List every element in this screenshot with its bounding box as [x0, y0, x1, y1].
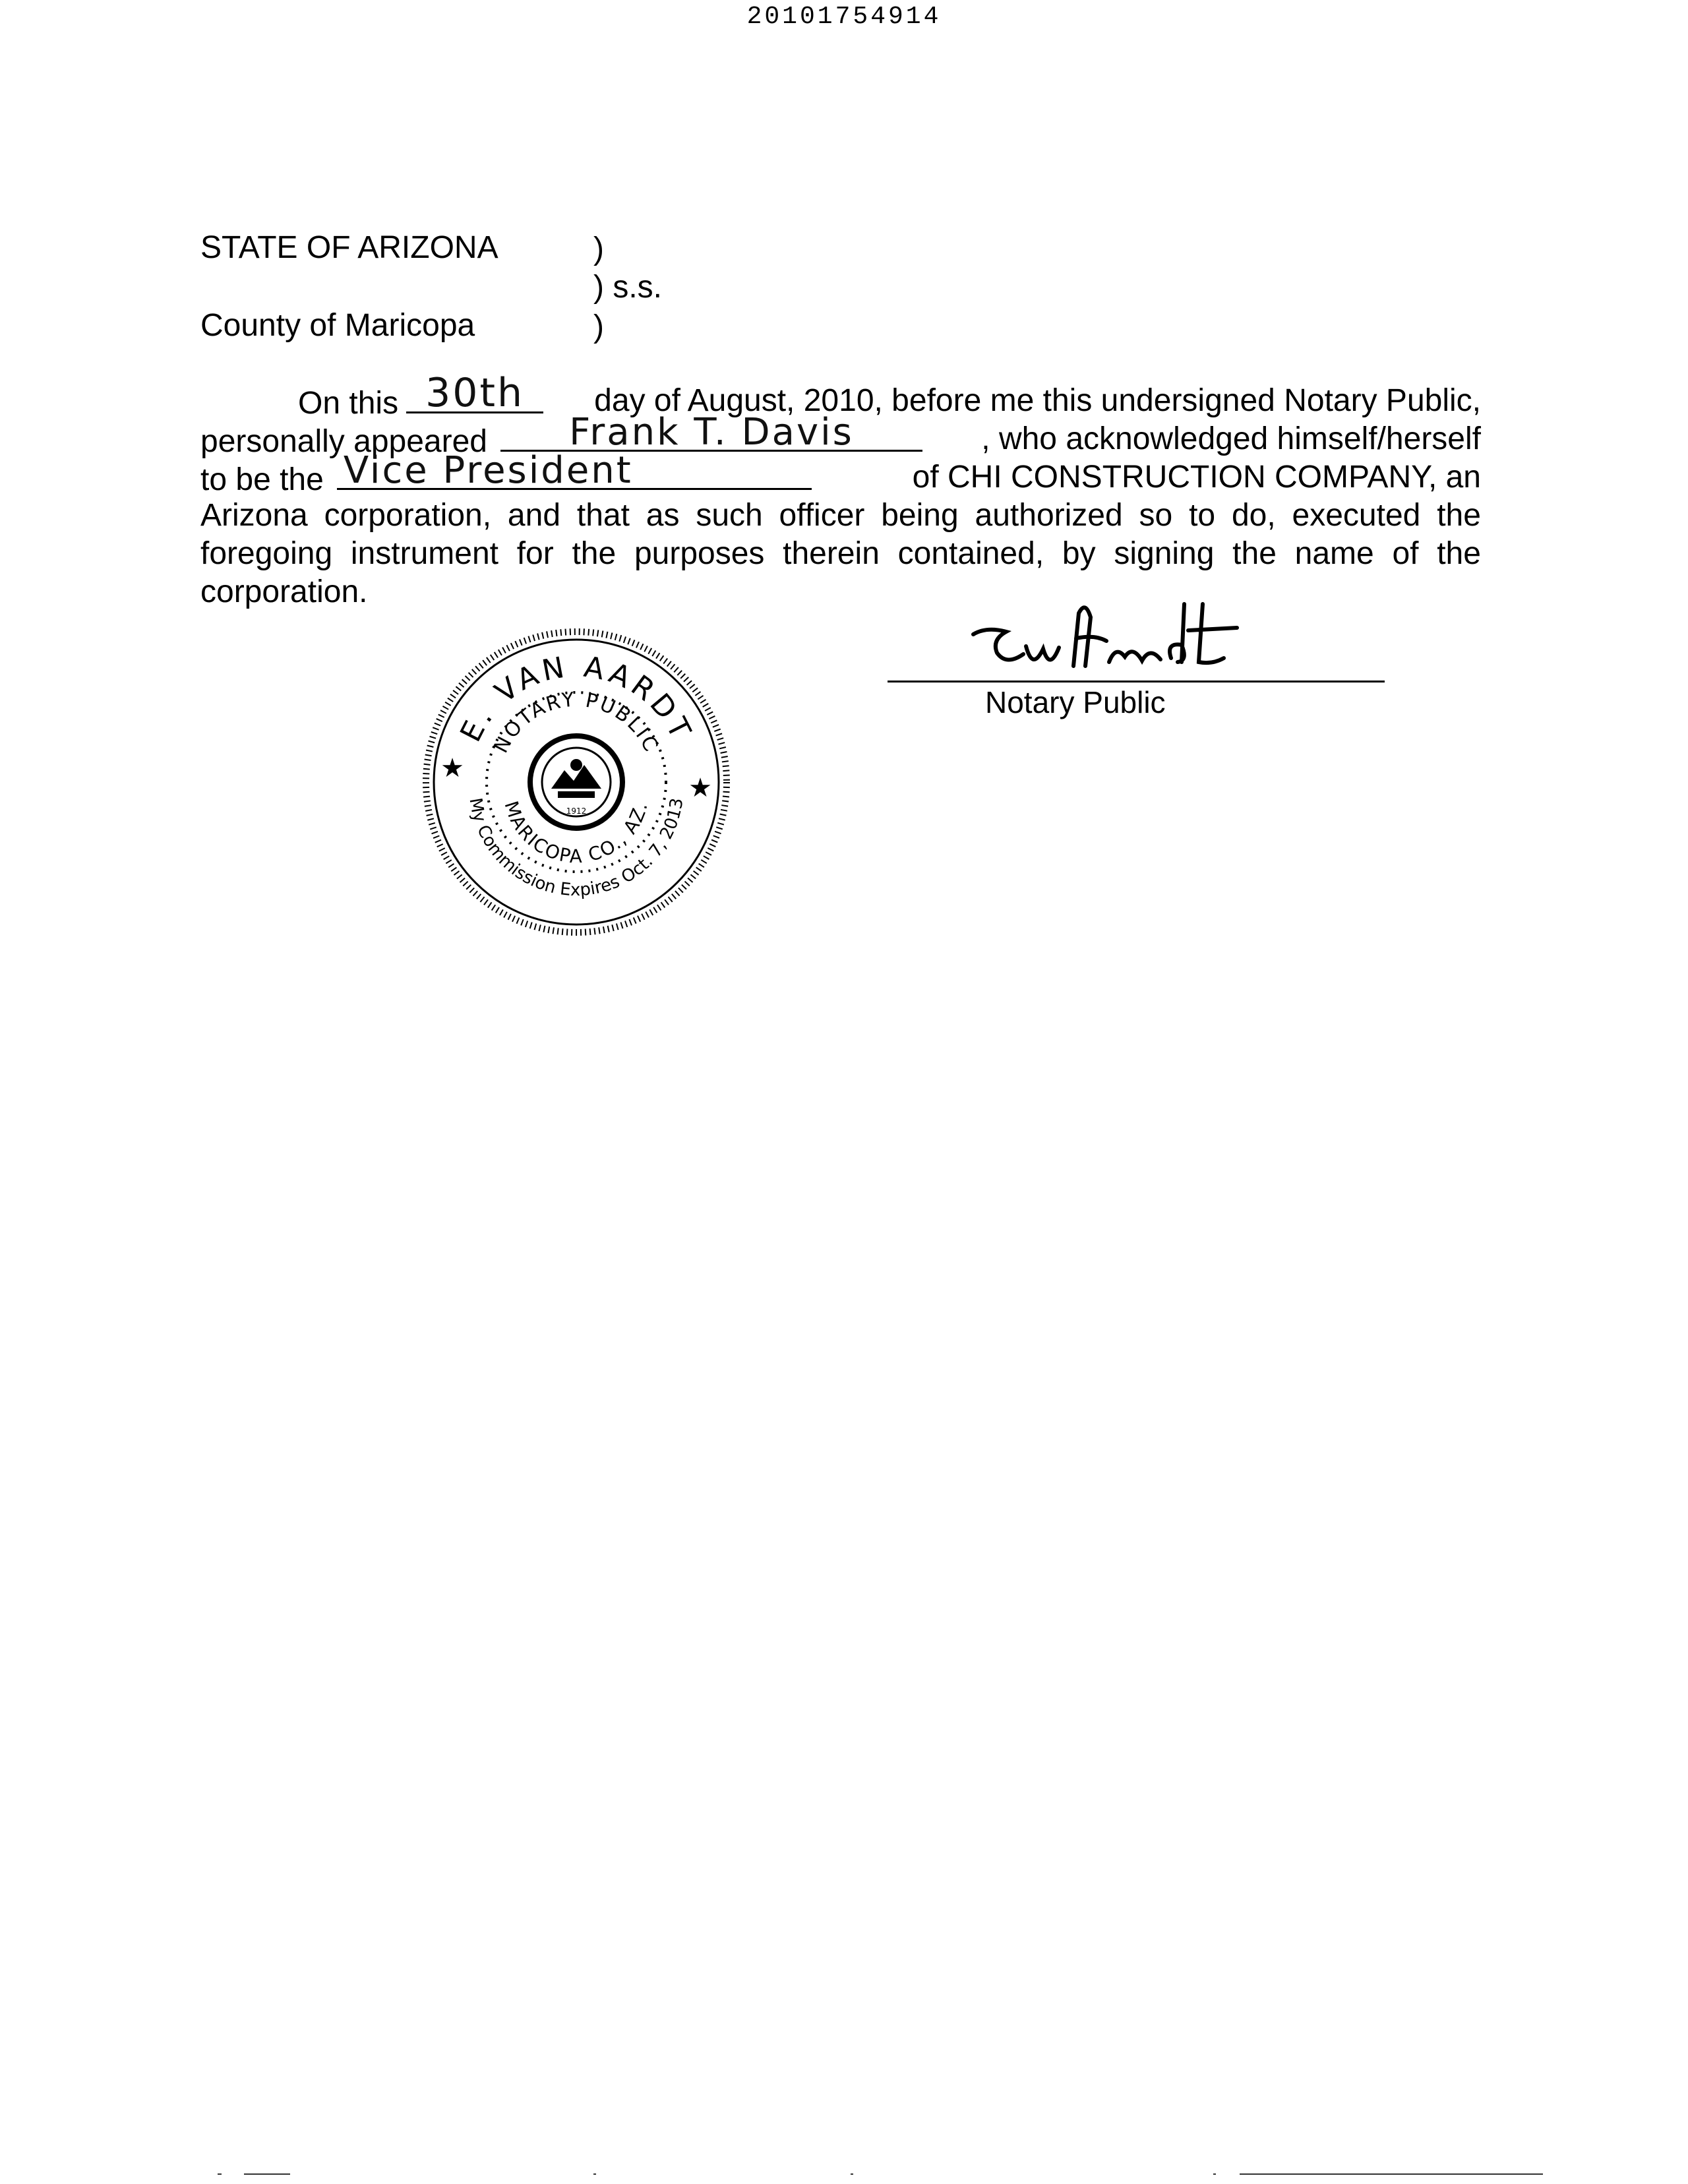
word: therein: [783, 536, 880, 571]
venue-ss: ) s.s.: [593, 270, 662, 305]
seal-title: NOTARY PUBLIC: [489, 688, 663, 757]
person-handwritten: Frank T. Davis: [569, 411, 854, 454]
ack-to-be-the: to be the: [200, 462, 324, 497]
word: for: [516, 536, 554, 571]
word: of: [1392, 536, 1419, 571]
word: purposes: [634, 536, 765, 571]
venue-state: STATE OF ARIZONA: [200, 230, 498, 265]
seal-county: MARICOPA CO., AZ.: [500, 798, 653, 868]
venue-county: County of Maricopa: [200, 308, 475, 343]
venue-paren-bottom: ): [593, 309, 604, 344]
word: do,: [1231, 498, 1276, 533]
word: that: [576, 498, 630, 533]
word: name: [1294, 536, 1374, 571]
word: by: [1062, 536, 1096, 571]
ack-line-4: [200, 500, 1481, 531]
notary-seal-stamp: [411, 624, 741, 940]
word: to: [1189, 498, 1216, 533]
signature-line: [888, 681, 1385, 682]
notary-public-label: Notary Public: [985, 685, 1166, 719]
ack-line-3: [200, 449, 1481, 497]
ack-line-2-text: , who acknowledged himself/herself: [981, 421, 1481, 456]
seal-name: E. VAN AARDT: [454, 650, 699, 748]
word: corporation,: [324, 498, 492, 533]
recording-number: 20101754914: [746, 3, 942, 31]
ack-line-1-text: day of August, 2010, before me this undersigned Notary Public,: [594, 383, 1481, 418]
word: signing: [1114, 536, 1215, 571]
day-blank: [406, 370, 543, 416]
notary-signature: [960, 593, 1303, 692]
star-icon: ★: [440, 754, 464, 783]
ack-line-3-text: of CHI CONSTRUCTION COMPANY, an: [912, 460, 1481, 495]
venue-paren-top: ): [593, 231, 604, 266]
ack-on-this: On this: [298, 386, 399, 421]
word: Arizona: [200, 498, 308, 533]
word: foregoing: [200, 536, 333, 571]
word: the: [1232, 536, 1277, 571]
arizona-state-seal: [530, 736, 622, 828]
ack-line-5: [200, 538, 1481, 570]
word: as: [646, 498, 680, 533]
word: so: [1139, 498, 1173, 533]
word: such: [696, 498, 763, 533]
word: being: [881, 498, 959, 533]
person-blank: [500, 411, 922, 454]
ack-line-6: corporation.: [200, 574, 368, 609]
star-icon: ★: [688, 774, 712, 803]
scan-edge-marks: [0, 2173, 1688, 2177]
title-blank: [337, 449, 812, 492]
word: authorized: [975, 498, 1123, 533]
ack-personally-appeared: personally appeared: [200, 424, 487, 459]
seal-commission: My Commission Expires Oct. 7, 2013: [465, 796, 688, 901]
day-handwritten: 30th: [425, 370, 525, 416]
state-seal-year: 1912: [566, 806, 587, 816]
word: the: [572, 536, 617, 571]
word: executed: [1292, 498, 1421, 533]
word: the: [1437, 498, 1481, 533]
word: contained,: [897, 536, 1044, 571]
word: the: [1437, 536, 1481, 571]
word: officer: [779, 498, 865, 533]
word: and: [507, 498, 561, 533]
word: instrument: [350, 536, 498, 571]
title-handwritten: Vice President: [343, 449, 633, 492]
